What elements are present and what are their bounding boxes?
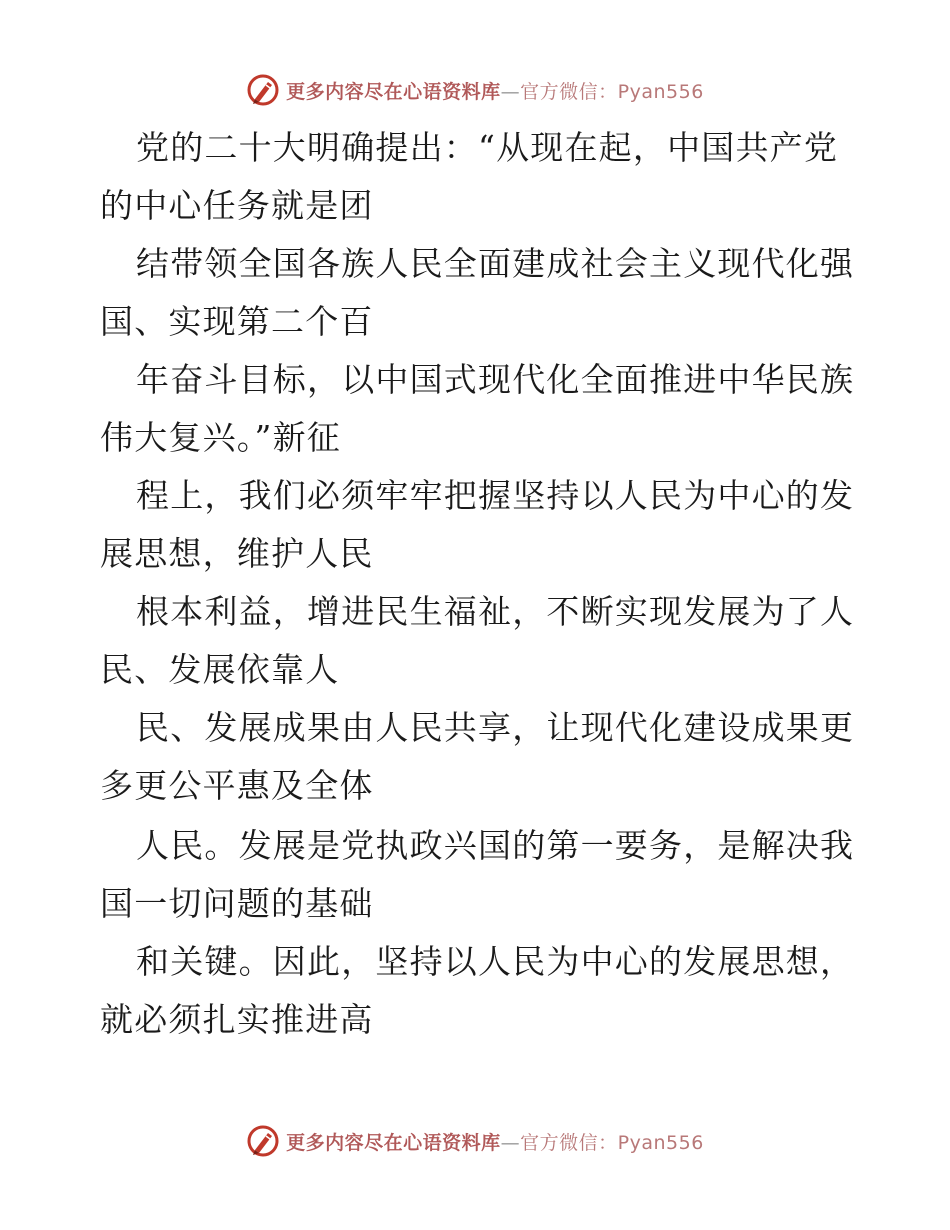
pen-logo-icon [246,1124,280,1158]
watermark-site-text: 更多内容尽在心语资料库 [286,80,501,103]
watermark-text [286,77,704,104]
body-line: 党的二十大明确提出：“从现在起，中国共产党 [136,128,839,167]
body-line: 根本利益，增进民生福祉，不断实现发展为了人 [136,592,855,631]
header-watermark [0,70,950,110]
watermark-text [286,1128,704,1155]
body-line: 年奋斗目标，以中国式现代化全面推进中华民族 [136,360,855,399]
watermark-separator: — [500,80,521,103]
watermark-site-text: 更多内容尽在心语资料库 [286,1131,501,1154]
body-line: 国、实现第二个百 [100,302,374,341]
body-line: 程上，我们必须牢牢把握坚持以人民为中心的发 [136,476,855,515]
body-line: 结带领全国各族人民全面建成社会主义现代化强 [136,244,855,283]
body-line: 就必须扎实推进高 [100,1000,374,1039]
body-line: 和关键。因此，坚持以人民为中心的发展思想， [136,942,855,981]
watermark-separator: — [500,1131,521,1154]
watermark-wechat-text: 官方微信：Pyan556 [520,1131,704,1154]
body-line: 人民。发展是党执政兴国的第一要务，是解决我 [136,826,855,865]
body-line: 多更公平惠及全体 [100,766,374,805]
body-line: 展思想，维护人民 [100,534,374,573]
body-line: 的中心任务就是团 [100,186,374,225]
pen-logo-icon [246,73,280,107]
body-line: 伟大复兴。”新征 [100,418,341,457]
body-line: 国一切问题的基础 [100,884,374,923]
watermark-wechat-text: 官方微信：Pyan556 [520,80,704,103]
body-line: 民、发展依靠人 [100,650,340,689]
body-line: 民、发展成果由人民共享，让现代化建设成果更 [136,708,855,747]
footer-watermark [0,1121,950,1161]
